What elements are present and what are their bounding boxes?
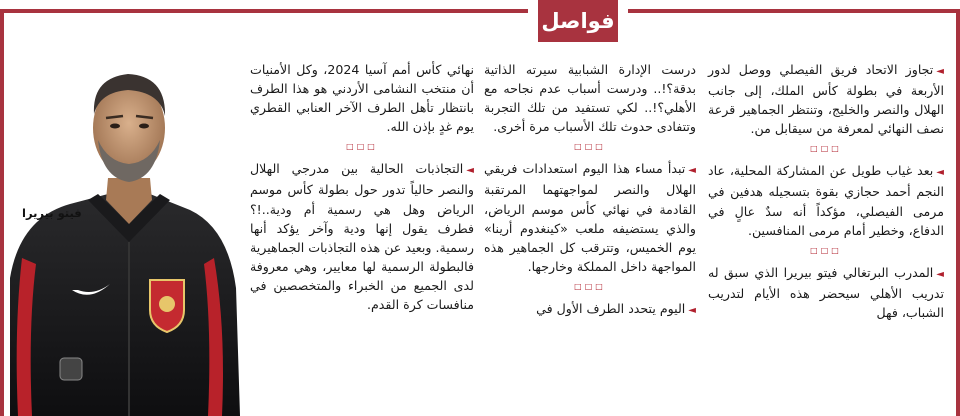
paragraph	[250, 159, 474, 314]
separator: □□□	[810, 144, 842, 154]
paragraph	[484, 159, 696, 276]
paragraph-text: اليوم يتحدد الطرف الأول في	[536, 300, 686, 316]
paragraph	[708, 161, 944, 239]
column-2	[484, 60, 696, 320]
paragraph-text: بعد غياب طويل عن المشاركة المحلية، عاد النجم أحمد حجازي بقوة بتسجيله هدفين في مرمى الفيصلي، مؤكداً أنه سدٌ عالٍ في الدفاع، وخطير أمام مرمى المنافسين.	[708, 163, 944, 238]
header-rule-right	[628, 9, 960, 13]
separator: □□□	[810, 245, 842, 255]
paragraph-text: التجاذبات الحالية بين مدرجي الهلال والنصر حالياً تدور حول بطولة كأس موسم الرياض وهل هي رسمية أم ودية..!؟ فطرف يقول إنها ودية وآخر يؤكد أنها رسمية. وبعيد عن هذه التجاذبات الجماهيرية فالبطولة الرسمية لها معايير، وهي معروفة لدى الجميع من الخبراء والمتخصصين في منافسات كرة القدم.	[250, 161, 474, 313]
paragraph-text: تجاوز الاتحاد فريق الفيصلي ووصل لدور الأربعة في بطولة كأس الملك، إلى جانب الهلال والنصر والخليج، وتنتظر الجماهير قرعة نصف النهائي لمعرفة من سيقابل من.	[708, 62, 944, 137]
photo-caption: فيتو بيريرا	[22, 206, 82, 220]
coach-photo	[0, 28, 240, 416]
section-title-text: فواصل	[541, 9, 615, 33]
paragraph	[708, 263, 944, 322]
column-3	[250, 60, 474, 314]
separator: □□□	[574, 142, 606, 152]
separator: □□□	[574, 281, 606, 291]
paragraph	[484, 299, 696, 320]
bullet-arrow-icon: ◄	[688, 165, 696, 177]
bullet-arrow-icon: ◄	[688, 304, 696, 316]
coach-portrait-illustration	[0, 28, 240, 416]
paragraph: نهائي كأس أمم آسيا 2024، وكل الأمنيات أن منتخب النشامى الأردني هو هذا الطرف بانتظار تأهل الطرف الآخر العنابي القطري يوم غدٍ بإذن الله.	[250, 62, 474, 135]
header-rule-left	[0, 9, 528, 13]
column-1	[708, 60, 944, 322]
paragraph-text: المدرب البرتغالي فيتو بيريرا الذي سبق له تدريب الأهلي سيحضر هذه الأيام لتدريب الشباب، فهل	[708, 264, 944, 320]
paragraph	[708, 60, 944, 138]
paragraph: درست الإدارة الشبابية سيرته الذاتية بدقة؟!.. ودرست أسباب عدم نجاحه مع الأهلي؟!.. لكي تستفيد من تلك التجربة وتتفادى حدوث تلك الأسباب مرة أخرى.	[484, 62, 696, 135]
bullet-arrow-icon: ◄	[466, 165, 474, 177]
bullet-arrow-icon: ◄	[936, 268, 944, 280]
separator: □□□	[346, 142, 378, 152]
frame-border-right	[956, 9, 960, 416]
bullet-arrow-icon: ◄	[936, 167, 944, 179]
bullet-arrow-icon: ◄	[936, 66, 944, 77]
section-title	[538, 0, 618, 42]
paragraph-text: تبدأ مساء هذا اليوم استعدادات فريقي الهلال والنصر لمواجهتهما المرتقبة القادمة في نهائي كأس موسم الرياض، والذي يستضيفه ملعب «كينغدوم أرينا» يوم الخميس، وتترقب كل الجماهير هذه المواجهة داخل المملكة وخارجها.	[484, 161, 696, 274]
club-crest-icon	[150, 280, 184, 332]
